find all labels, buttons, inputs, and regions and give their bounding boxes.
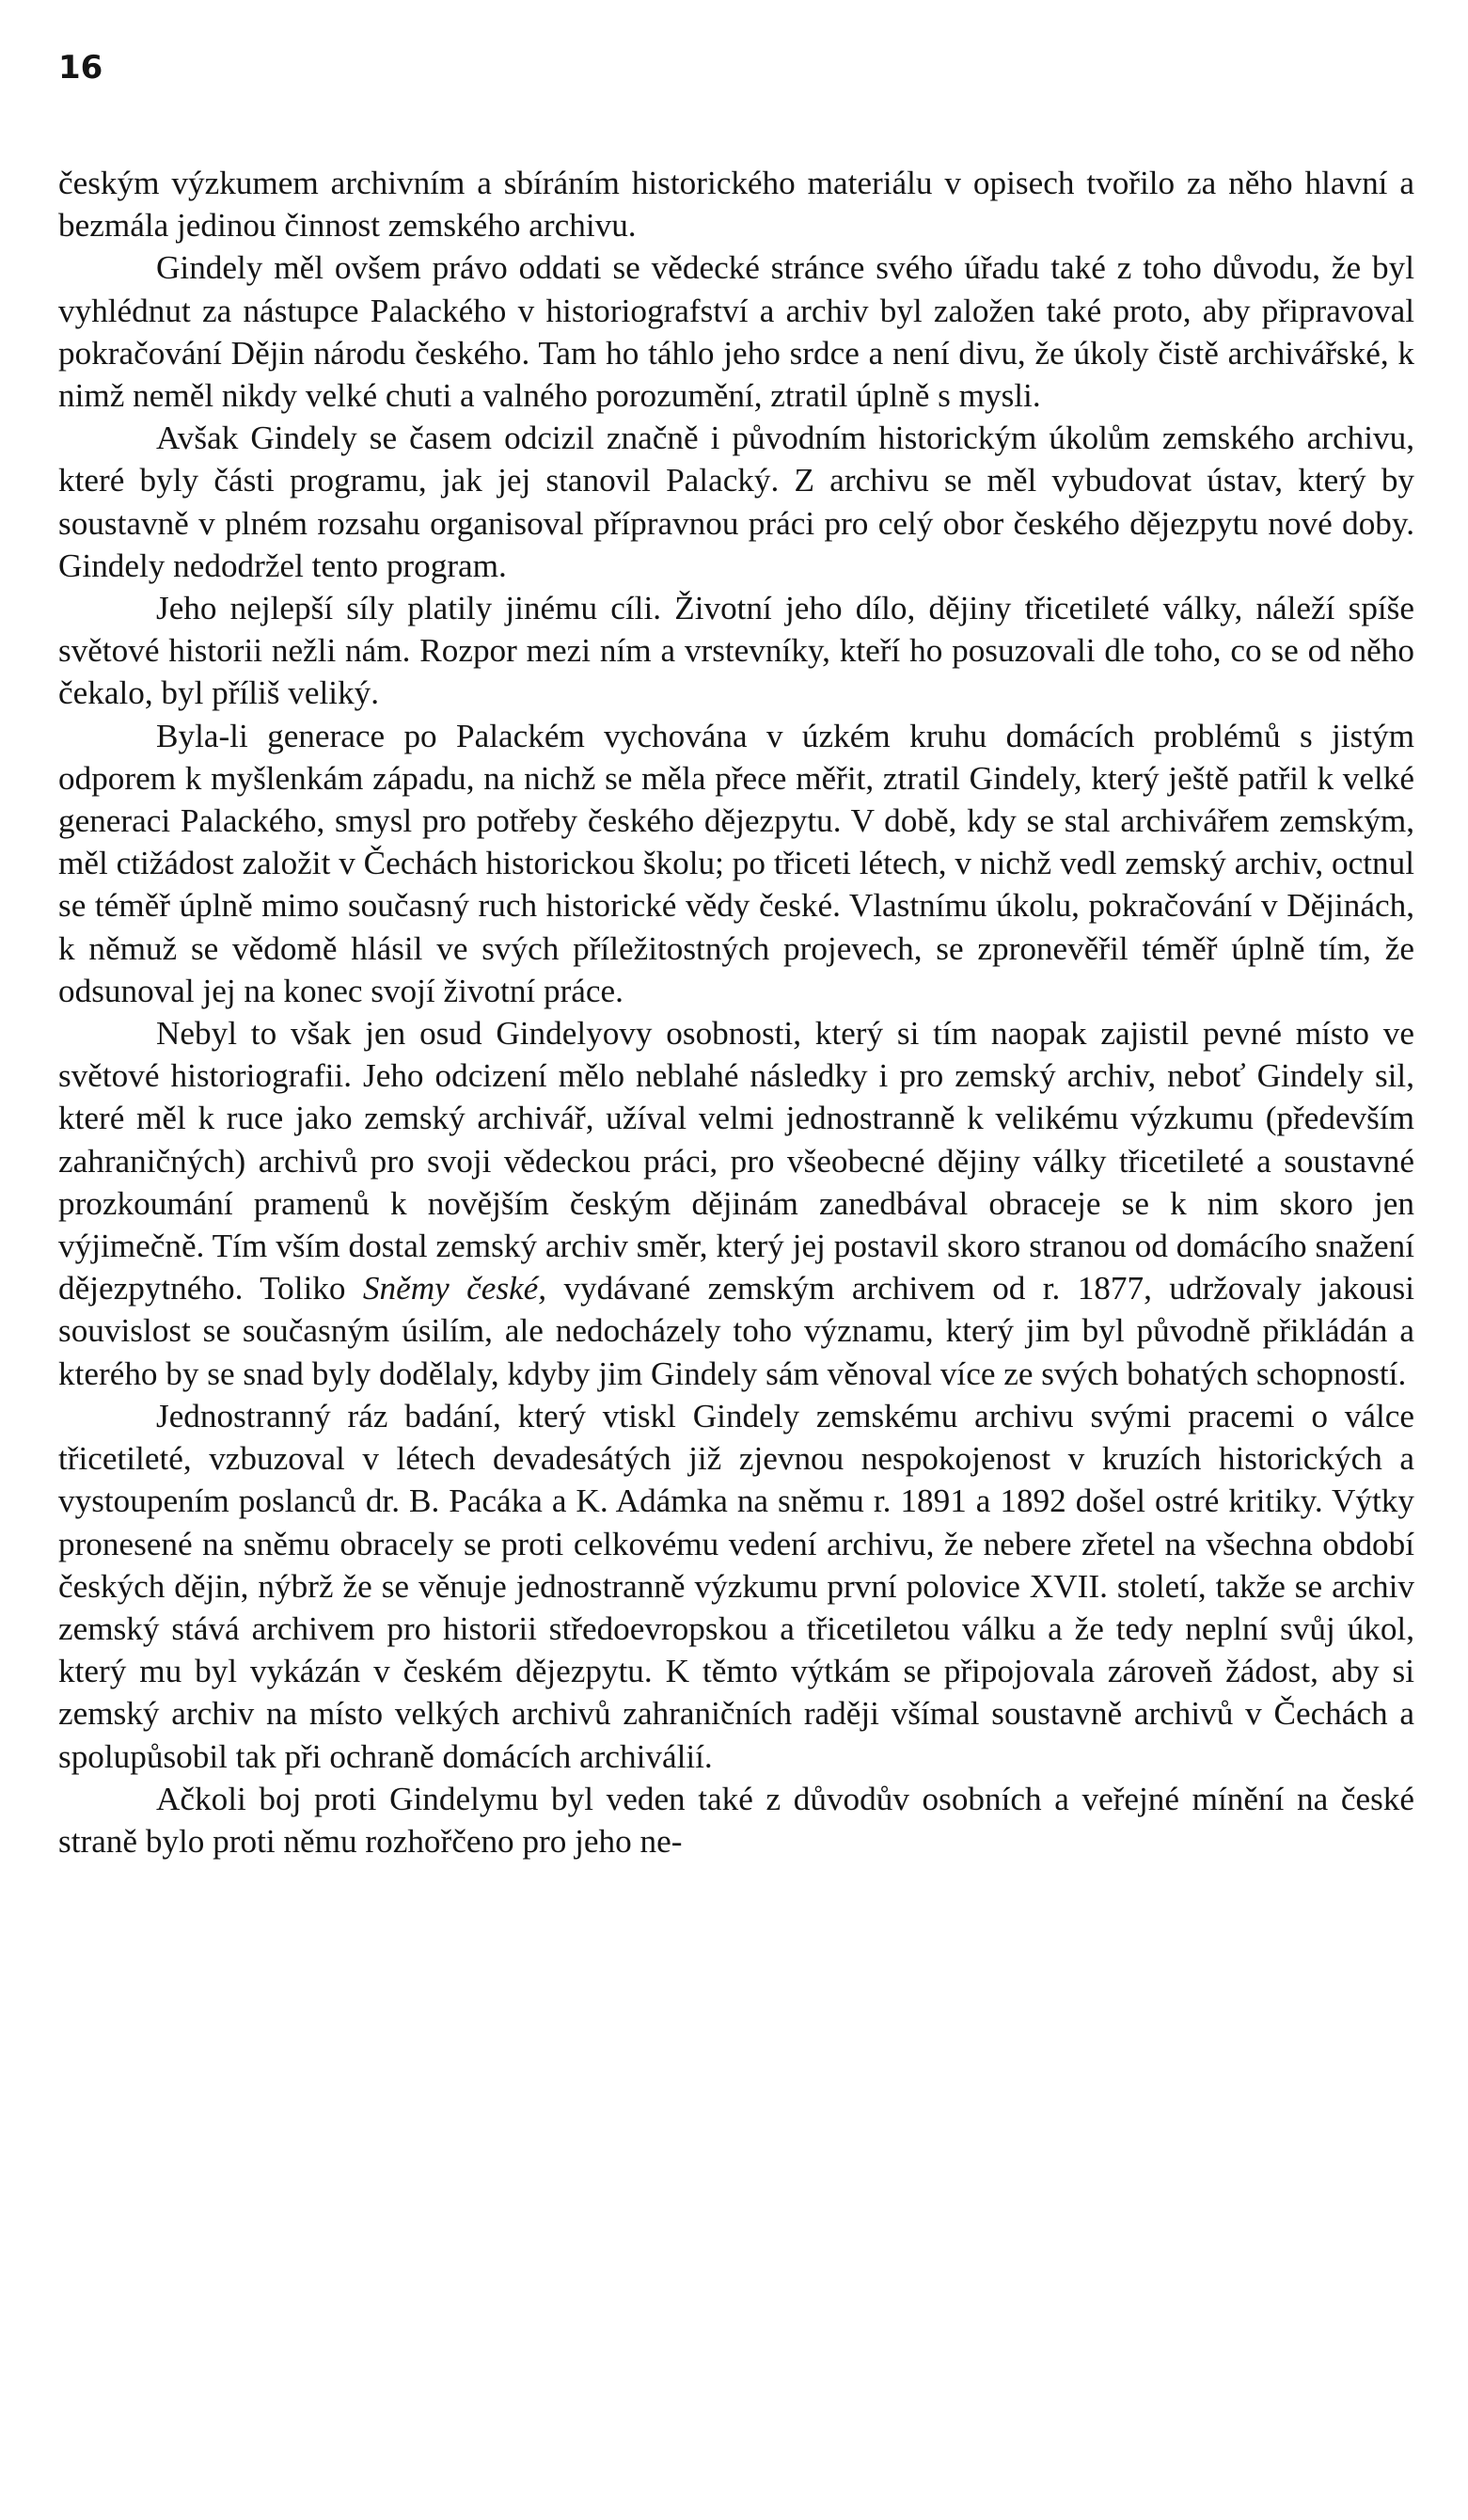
paragraph-6-text-before: Nebyl to však jen osud Gindelyovy osobnosti, který si tím naopak zajistil pevné místo ve světové historiografii. Jeho odcizení mělo neblahé následky i pro zemský archiv, neboť Gindely sil, které měl k ruce jako zemský archivář, užíval velmi jednostranně k velikému výzkumu (především zahraničných) archivů pro svoji vědeckou práci, pro všeobecné dějiny války třicetileté a soustavné prozkoumání pramenů k novějším českým dějinám zanedbával obraceje se k nim skoro jen výjimečně. Tím vším dostal zemský archiv směr, který jej postavil skoro stranou od domácího snažení dějezpytného. Toliko <box>58 1015 1414 1308</box>
paragraph-3: Avšak Gindely se časem odcizil značně i původním historickým úkolům zemského archivu, které byly části programu, jak jej stanovil Palacký. Z archivu se měl vybudovat ústav, který by soustavně v plném rozsahu organisoval přípravnou práci pro celý obor českého dějezpytu nové doby. Gindely nedodržel tento program. <box>58 420 1414 584</box>
paragraph-6-text-after: vydávané zemským archivem od r. 1877, udržovaly jakousi souvislost se současným úsilím, ale nedocházely toho významu, který jim byl původně přikládán a kterého by se snad byly dodělaly, kdyby jim Gindely sám věnoval více ze svých bohatých schopností. <box>58 1270 1414 1392</box>
page-number: 16 <box>58 49 103 87</box>
paragraph-2: Gindely měl ovšem právo oddati se vědecké stránce svého úřadu také z toho důvodu, že byl vyhlédnut za nástupce Palackého v historiografství a archiv byl založen také proto, aby připravoval pokračování Dějin národu českého. Tam ho táhlo jeho srdce a není divu, že úkoly čistě archivářské, k nimž neměl nikdy velké chuti a valného porozumění, ztratil úplně s mysli. <box>58 249 1414 415</box>
paragraph-7: Jednostranný ráz badání, který vtiskl Gindely zemskému archivu svými pracemi o válce třicetileté, vzbuzoval v létech devadesátých již zjevnou nespokojenost v kruzích historických a vystoupením poslanců dr. B. Pacáka a K. Adámka na sněmu r. 1891 a 1892 došel ostré kritiky. Výtky pronesené na sněmu obracely se proti celkovému vedení archivu, že nebere zřetel na všechna období českých dějin, nýbrž že se věnuje jednostranně výzkumu první polovice XVII. století, takže se archiv zemský stává archivem pro historii středoevropskou a třicetiletou válku a že tedy neplní svůj úkol, který mu byl vykázán v českém dějezpytu. K těmto výtkám se připojovala zároveň žádost, aby si zemský archiv na místo velkých archivů zahraničních raději všímal soustavně archivů v Čechách a spolupůsobil tak při ochraně domácích archiválií. <box>58 1397 1414 1775</box>
body-text <box>58 162 1414 1862</box>
paragraph-6 <box>58 1012 1414 1395</box>
paragraph-1: českým výzkumem archivním a sbíráním historického materiálu v opisech tvořilo za něho hlavní a bezmála jedinou činnost zemského archivu. <box>58 165 1414 245</box>
paragraph-5: Byla-li generace po Palackém vychována v úzkém kruhu domácích problémů s jistým odporem k myšlenkám západu, na nichž se měla přece měřit, ztratil Gindely, který ještě patřil k velké generaci Palackého, smysl pro potřeby českého dějezpytu. V době, kdy se stal archivářem zemským, měl ctižádost založit v Čechách historickou školu; po třiceti létech, v nichž vedl zemský archiv, octnul se téměř úplně mimo současný ruch historické vědy české. Vlastnímu úkolu, pokračování v Dějinách, k němuž se vědomě hlásil ve svých příležitostných projevech, se zpronevěřil téměř úplně tím, že odsunoval jej na konec svojí životní práce. <box>58 717 1414 1009</box>
paragraph-4: Jeho nejlepší síly platily jinému cíli. Životní jeho dílo, dějiny třicetileté války, náleží spíše světové historii nežli nám. Rozpor mezi ním a vrstevníky, kteří ho posuzovali dle toho, co se od něho čekalo, byl příliš veliký. <box>58 590 1414 712</box>
paragraph-8: Ačkoli boj proti Gindelymu byl veden také z důvodův osobních a veřejné mínění na české straně bylo proti němu rozhořčeno pro jeho ne- <box>58 1780 1414 1860</box>
italic-title-snemy-ceske: Sněmy české, <box>362 1270 547 1308</box>
